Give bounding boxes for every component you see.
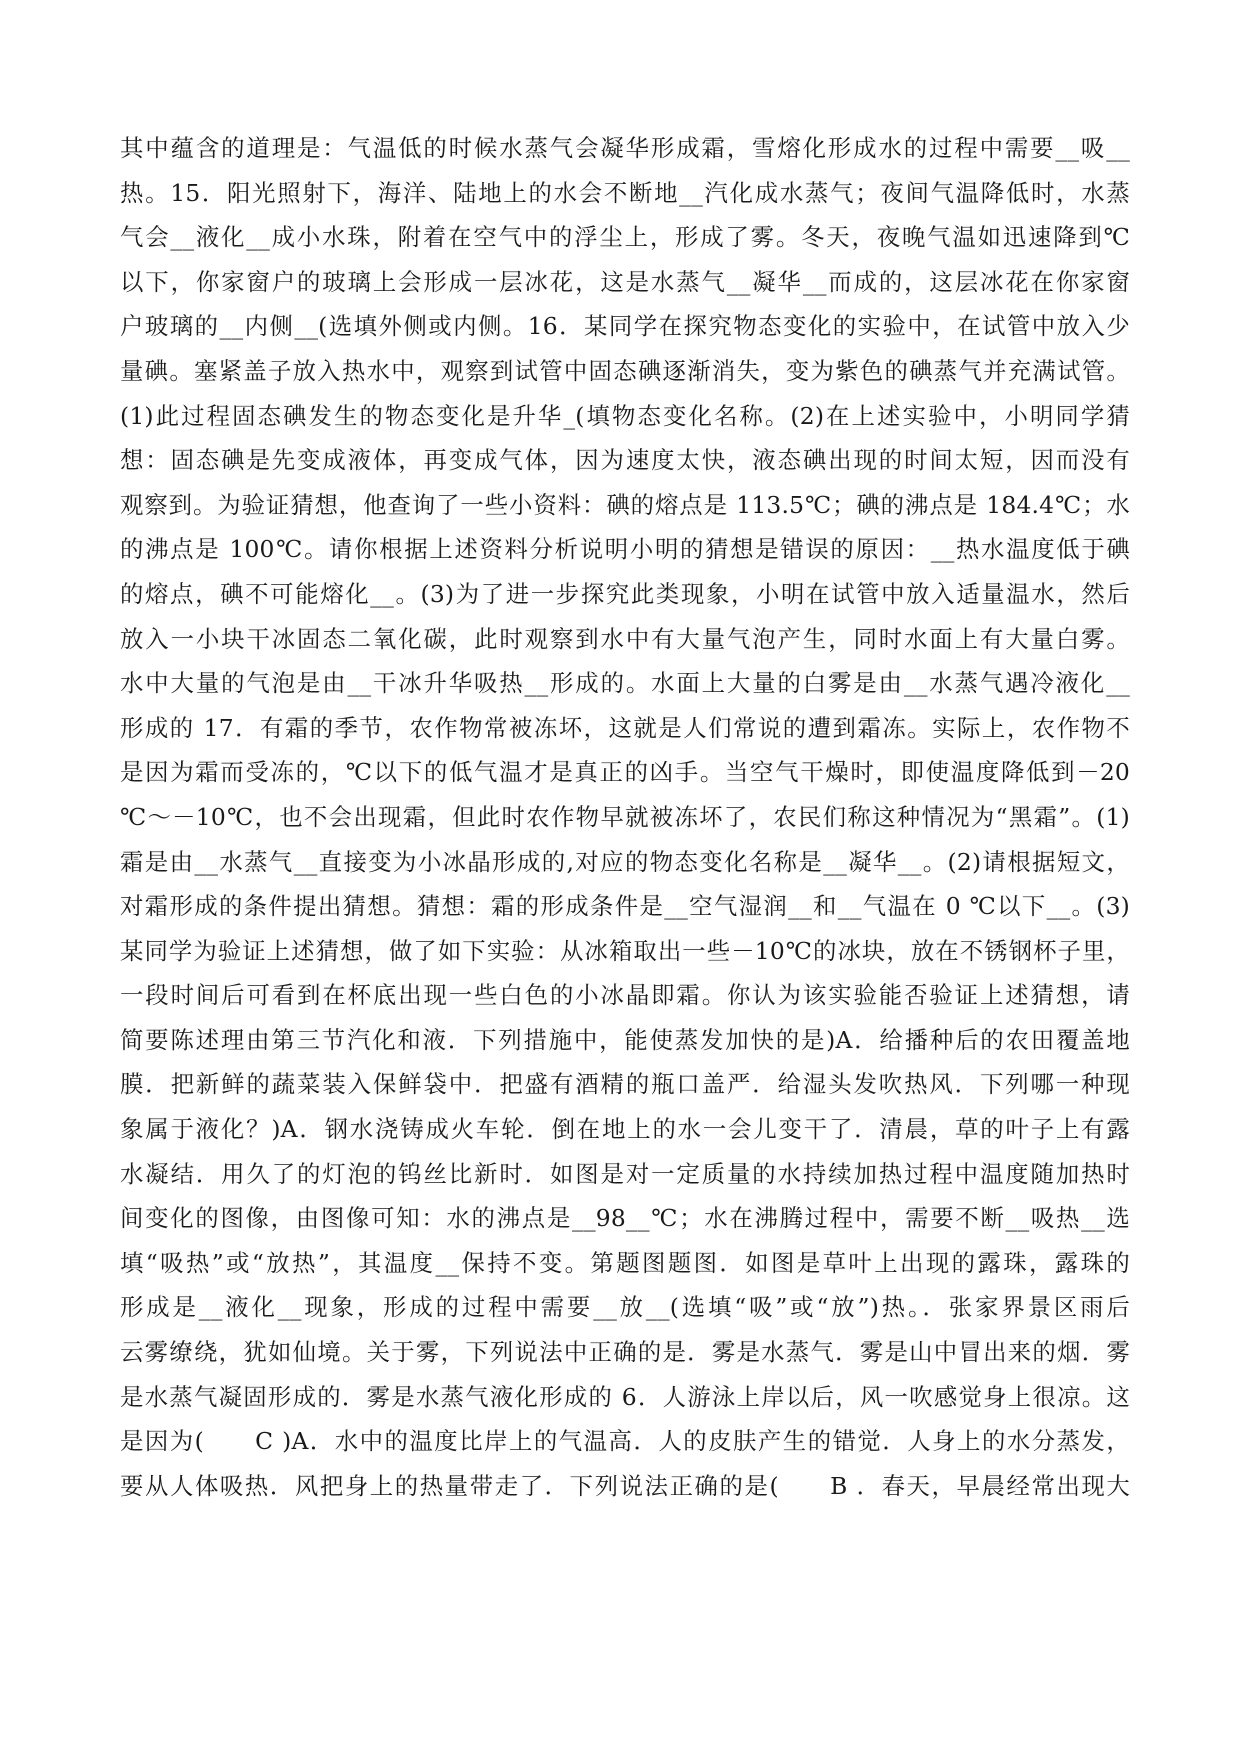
text-line: 热。15．阳光照射下，海洋、陆地上的水会不断地__汽化成水蒸气；夜间气温降低时，水蒸 [120,178,1130,207]
text-line: 量碘。塞紧盖子放入热水中，观察到试管中固态碘逐渐消失，变为紫色的碘蒸气并充满试管。 [120,356,1130,385]
text-line: 要从人体吸热．风把身上的热量带走了．下列说法正确的是( B ．春天，早晨经常出现大 [120,1471,1130,1500]
text-line: 膜．把新鲜的蔬菜装入保鲜袋中．把盛有酒精的瓶口盖严．给湿头发吹热风．下列哪一种现 [120,1070,1130,1099]
text-line: ℃～－10℃，也不会出现霜，但此时农作物早就被冻坏了，农民们称这种情况为“黑霜”。(1) [120,802,1130,831]
text-line: 形成是__液化__现象，形成的过程中需要__放__(选填“吸”或“放”)热。．张家界景区雨后 [120,1293,1130,1322]
text-line: 象属于液化？)A．钢水浇铸成火车轮．倒在地上的水一会儿变干了．清晨，草的叶子上有露 [120,1115,1130,1144]
text-line: 某同学为验证上述猜想，做了如下实验：从冰箱取出一些－10℃的冰块，放在不锈钢杯子里， [120,936,1130,965]
text-line: 其中蕴含的道理是：气温低的时候水蒸气会凝华形成霜，雪熔化形成水的过程中需要__吸__ [120,134,1130,162]
text-line: 对霜形成的条件提出猜想。猜想：霜的形成条件是__空气湿润__和__气温在 0 ℃以下__。(3) [120,892,1130,921]
text-line: (1)此过程固态碘发生的物态变化是升华_(填物态变化名称。(2)在上述实验中，小明同学猜 [120,401,1130,430]
text-line: 的沸点是 100℃。请你根据上述资料分析说明小明的猜想是错误的原因：__热水温度低于碘 [120,535,1130,564]
body-text [120,126,1130,1508]
text-line: 是水蒸气凝固形成的．雾是水蒸气液化形成的 6．人游泳上岸以后，风一吹感觉身上很凉。这 [120,1382,1130,1411]
text-line: 云雾缭绕，犹如仙境。关于雾，下列说法中正确的是．雾是水蒸气．雾是山中冒出来的烟．雾 [120,1338,1130,1367]
text-line: 间变化的图像，由图像可知：水的沸点是__98__℃；水在沸腾过程中，需要不断__吸热__选 [120,1204,1130,1233]
text-line: 是因为霜而受冻的，℃以下的低气温才是真正的凶手。当空气干燥时，即使温度降低到－20 [120,758,1130,787]
text-line: 简要陈述理由第三节汽化和液．下列措施中，能使蒸发加快的是)A．给播种后的农田覆盖地 [120,1025,1130,1054]
text-line: 想：固态碘是先变成液体，再变成气体，因为速度太快，液态碘出现的时间太短，因而没有 [120,446,1130,475]
text-line: 水凝结．用久了的灯泡的钨丝比新时．如图是对一定质量的水持续加热过程中温度随加热时 [120,1159,1130,1188]
text-line: 是因为( C )A．水中的温度比岸上的气温高．人的皮肤产生的错觉．人身上的水分蒸发， [120,1427,1130,1456]
text-line: 水中大量的气泡是由__干冰升华吸热__形成的。水面上大量的白雾是由__水蒸气遇冷液化__ [120,669,1130,698]
text-line: 填“吸热”或“放热”，其温度__保持不变。第题图题图．如图是草叶上出现的露珠，露珠的 [120,1248,1130,1277]
text-line: 户玻璃的__内侧__(选填外侧或内侧。16．某同学在探究物态变化的实验中，在试管中放入少 [120,312,1130,341]
text-line: 以下，你家窗户的玻璃上会形成一层冰花，这是水蒸气__凝华__而成的，这层冰花在你家窗 [120,267,1130,296]
text-line: 形成的 17．有霜的季节，农作物常被冻坏，这就是人们常说的遭到霜冻。实际上，农作物不 [120,713,1130,742]
text-line: 一段时间后可看到在杯底出现一些白色的小冰晶即霜。你认为该实验能否验证上述猜想，请 [120,981,1130,1010]
text-line: 霜是由__水蒸气__直接变为小冰晶形成的,对应的物态变化名称是__凝华__。(2)请根据短文， [120,847,1130,876]
text-line: 放入一小块干冰固态二氧化碳，此时观察到水中有大量气泡产生，同时水面上有大量白雾。 [120,624,1130,653]
text-line: 观察到。为验证猜想，他查询了一些小资料：碘的熔点是 113.5℃；碘的沸点是 184.4℃；水 [120,490,1130,519]
text-line: 气会__液化__成小水珠，附着在空气中的浮尘上，形成了雾。冬天，夜晚气温如迅速降到℃ [120,223,1130,252]
text-line: 的熔点，碘不可能熔化__。(3)为了进一步探究此类现象，小明在试管中放入适量温水，然后 [120,579,1130,608]
